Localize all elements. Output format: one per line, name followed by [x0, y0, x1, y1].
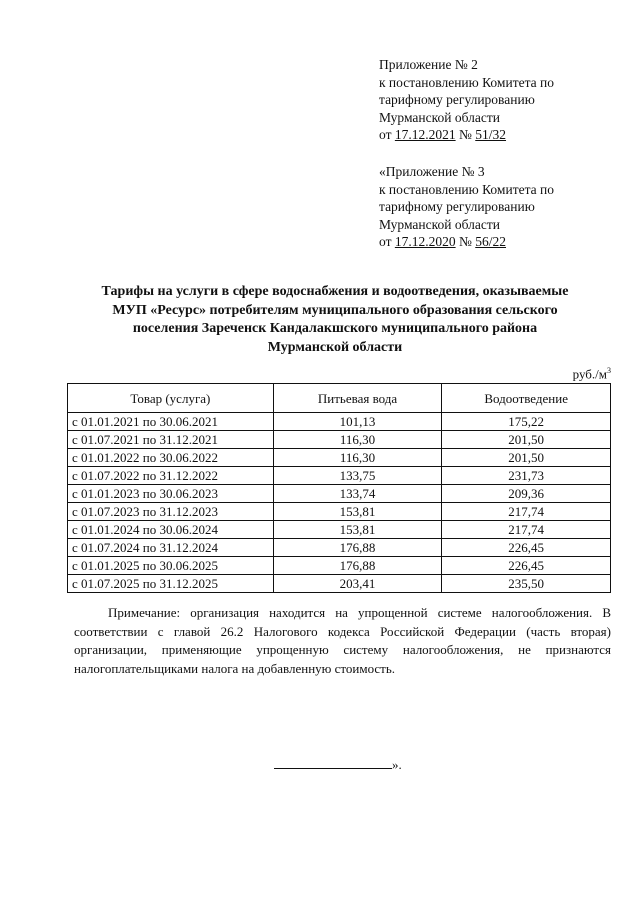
wastewater-cell: 231,73 [442, 467, 611, 485]
table-row [68, 413, 611, 431]
closing-mark [274, 756, 402, 773]
appendix-date: 17.12.2020 [394, 234, 456, 249]
wastewater-cell: 226,45 [442, 557, 611, 575]
table-row [68, 521, 611, 539]
drinking-water-cell: 116,30 [273, 449, 442, 467]
unit-label [555, 366, 611, 382]
appendix-number: 56/22 [475, 234, 507, 249]
number-prefix: № [455, 127, 476, 142]
drinking-water-cell: 176,88 [273, 539, 442, 557]
closing-quote: ». [392, 757, 402, 772]
appendix-date-line [379, 126, 554, 144]
appendix-reference-2 [379, 163, 554, 251]
period-cell: с 01.07.2021 по 31.12.2021 [68, 431, 274, 449]
wastewater-cell: 235,50 [442, 575, 611, 593]
table-row [68, 575, 611, 593]
appendix-title: «Приложение № 3 [379, 164, 485, 179]
appendix-date: 17.12.2021 [394, 127, 456, 142]
title-line: Мурманской области [267, 339, 403, 355]
drinking-water-cell: 133,75 [273, 467, 442, 485]
table-row [68, 503, 611, 521]
table-row [68, 431, 611, 449]
period-cell: с 01.07.2023 по 31.12.2023 [68, 503, 274, 521]
column-header-wastewater: Водоотведение [442, 384, 611, 413]
signature-line [274, 756, 392, 769]
period-cell: с 01.01.2025 по 30.06.2025 [68, 557, 274, 575]
appendix-line: к постановлению Комитета по [379, 74, 554, 90]
table-row [68, 539, 611, 557]
wastewater-cell: 217,74 [442, 521, 611, 539]
title-line: МУП «Ресурс» потребителям муниципального образования сельского [112, 302, 558, 318]
column-header-drinking-water: Питьевая вода [273, 384, 442, 413]
appendix-title: Приложение № 2 [379, 57, 478, 72]
period-cell: с 01.01.2024 по 30.06.2024 [68, 521, 274, 539]
title-line: Тарифы на услуги в сфере водоснабжения и водоотведения, оказываемые [101, 284, 569, 299]
appendix-line: тарифному регулированию [379, 199, 535, 214]
wastewater-cell: 175,22 [442, 413, 611, 431]
date-prefix: от [379, 127, 395, 142]
drinking-water-cell: 153,81 [273, 521, 442, 539]
drinking-water-cell: 116,30 [273, 431, 442, 449]
drinking-water-cell: 133,74 [273, 485, 442, 503]
drinking-water-cell: 203,41 [273, 575, 442, 593]
table-row [68, 557, 611, 575]
date-prefix: от [379, 234, 395, 249]
title-line: поселения Зареченск Кандалакшского муниципального района [132, 321, 538, 336]
appendix-date-line [379, 233, 554, 251]
period-cell: с 01.01.2023 по 30.06.2023 [68, 485, 274, 503]
table-row [68, 485, 611, 503]
period-cell: с 01.07.2022 по 31.12.2022 [68, 467, 274, 485]
unit-text: руб./м [572, 366, 607, 382]
tariff-table [67, 383, 611, 593]
period-cell: с 01.07.2025 по 31.12.2025 [68, 575, 274, 593]
drinking-water-cell: 176,88 [273, 557, 442, 575]
table-row [68, 449, 611, 467]
column-header-service: Товар (услуга) [68, 384, 274, 413]
period-cell: с 01.07.2024 по 31.12.2024 [68, 539, 274, 557]
appendix-line: Мурманской области [379, 216, 500, 232]
appendix-number: 51/32 [475, 127, 507, 142]
document-title [60, 283, 610, 357]
period-cell: с 01.01.2021 по 30.06.2021 [68, 413, 274, 431]
period-cell: с 01.01.2022 по 30.06.2022 [68, 449, 274, 467]
appendix-reference-1 [379, 56, 554, 144]
appendix-line: Мурманской области [379, 109, 500, 125]
wastewater-cell: 226,45 [442, 539, 611, 557]
number-prefix: № [455, 234, 476, 249]
table-row [68, 467, 611, 485]
unit-superscript: 3 [607, 366, 611, 375]
table-header-row [68, 384, 611, 413]
drinking-water-cell: 101,13 [273, 413, 442, 431]
appendix-line: тарифному регулированию [379, 92, 535, 107]
tax-note: Примечание: организация находится на упрощенной системе налогообложения. В соответствии с главой 26.2 Налогового кодекса Российской Федерации (часть вторая) организации, применяющие упрощенную систему налогообложения, не признаются налогоплательщиками налога на добавленную стоимость. [74, 605, 611, 676]
wastewater-cell: 201,50 [442, 449, 611, 467]
wastewater-cell: 201,50 [442, 431, 611, 449]
wastewater-cell: 209,36 [442, 485, 611, 503]
wastewater-cell: 217,74 [442, 503, 611, 521]
appendix-line: к постановлению Комитета по [379, 181, 554, 197]
drinking-water-cell: 153,81 [273, 503, 442, 521]
